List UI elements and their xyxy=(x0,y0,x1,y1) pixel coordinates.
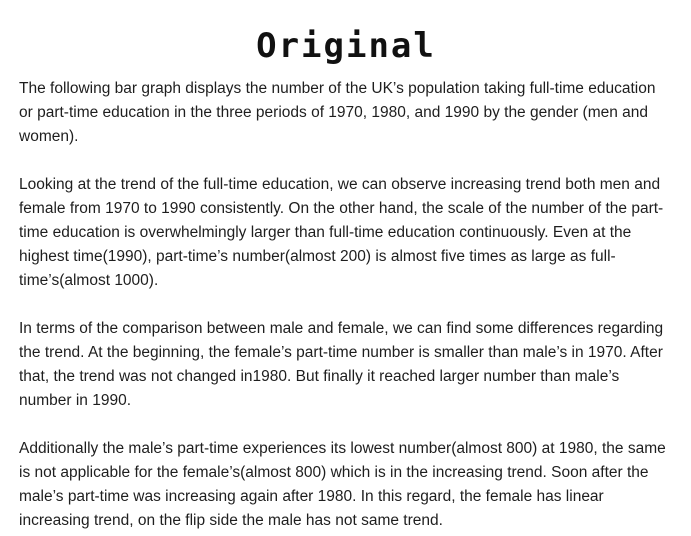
paragraph-male-part-time: Additionally the male’s part-time experiences its lowest number(almost 800) at 1980, the same is not applicable for the female’s(almost 800) which is in the increasing trend. Soon after the male’s part-time was increasing again after 1980. In this regard, the female has linear increasing trend, on the flip side the male has not same trend. xyxy=(19,440,666,529)
page-title: Original xyxy=(256,26,436,66)
paragraph-full-time-trend: Looking at the trend of the full-time education, we can observe increasing trend both men and female from 1970 to 1990 consistently. On the other hand, the scale of the number of the part-time education is overwhelmingly larger than full-time education continuously. Even at the highest time(1990), part-time’s number(almost 200) is almost five times as large as full-time’s(almost 1000). xyxy=(19,176,664,289)
paragraph-gender-comparison: In terms of the comparison between male and female, we can find some differences regarding the trend. At the beginning, the female’s part-time number is smaller than male’s in 1970. After that, the trend was not changed in1980. But finally it reached larger number than male’s number in 1990. xyxy=(19,320,664,409)
paragraph-intro: The following bar graph displays the number of the UK’s population taking full-time education or part-time education in the three periods of 1970, 1980, and 1990 by the gender (men and women). xyxy=(19,80,656,145)
